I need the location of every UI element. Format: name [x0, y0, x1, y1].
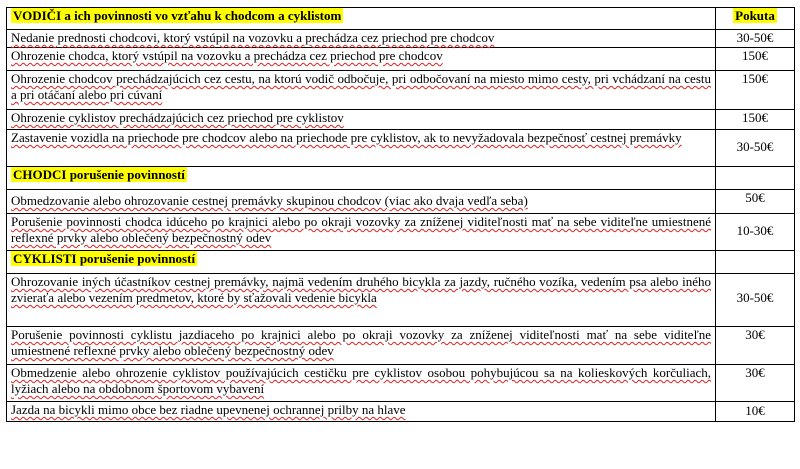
table-row — [7, 402, 795, 422]
section-header-row — [7, 167, 795, 190]
table-row — [7, 214, 795, 251]
cyclists-heading-cell — [7, 251, 716, 274]
table-row — [7, 48, 795, 71]
row-fine: 30-50€ — [716, 30, 795, 48]
table-row — [7, 274, 795, 327]
table-row — [7, 30, 795, 48]
row-description: Jazda na bicykli mimo obce bez riadne upevnenej ochrannej prilby na hlave — [11, 402, 406, 417]
row-description: Ohrozenie cyklistov prechádzajúcich cez priechod pre cyklistov — [11, 110, 344, 125]
row-description: Ohrozovanie iných účastníkov cestnej premávky, najmä vedením druhého bicykla za jazdy, ručného vozíka, vedením psa alebo iného zvieraťa alebo vezením predmetov, ktoré by sťažovali vedenie bicykla — [11, 274, 711, 305]
pedestrians-heading: CHODCI porušenie povinností — [13, 167, 185, 182]
row-description: Zastavenie vozidla na priechode pre chodcov alebo na priechode pre cyklistov, ak to nevyžadovala bezpečnosť cestnej premávky — [11, 130, 682, 145]
pedestrians-heading-cell — [7, 167, 716, 190]
table-row — [7, 365, 795, 402]
fine-heading-cell — [716, 8, 795, 30]
row-fine: 30-50€ — [716, 274, 795, 327]
table-row — [7, 130, 795, 167]
row-description: Ohrozenie chodcov prechádzajúcich cez cestu, na ktorú vodič odbočuje, pri odbočovaní na miesto mimo cesty, pri vchádzaní na cestu a pri otáčaní alebo pri cúvaní — [11, 71, 711, 102]
table-row — [7, 327, 795, 365]
fines-table — [6, 7, 795, 422]
cyclists-heading: CYKLISTI porušenie povinností — [13, 251, 196, 266]
table-header-row — [7, 8, 795, 30]
drivers-heading: VODIČI a ich povinnosti vo vzťahu k chodcom a cyklistom — [13, 8, 342, 23]
row-fine: 30€ — [716, 327, 795, 365]
drivers-heading-cell — [7, 8, 716, 30]
row-description: Obmedzovanie alebo ohrozovanie cestnej premávky skupinou chodcov (viac ako dvaja vedľa seba) — [11, 193, 528, 208]
row-description: Porušenie povinnosti chodca idúceho po krajnici alebo po okraji vozovky za zníženej viditeľnosti mať na sebe viditeľne umiestnené reflexné prvky alebo oblečený bezpečnostný odev — [11, 214, 711, 245]
fine-column-heading: Pokuta — [735, 8, 775, 23]
row-fine: 30-50€ — [716, 130, 795, 167]
table-row — [7, 110, 795, 130]
row-fine: 10-30€ — [716, 214, 795, 251]
row-fine: 150€ — [716, 48, 795, 71]
row-fine: 50€ — [716, 190, 795, 214]
row-fine: 150€ — [716, 71, 795, 110]
table-row — [7, 71, 795, 110]
row-description: Porušenie povinnosti cyklistu jazdiaceho po krajnici alebo po okraji vozovky za zníženej viditeľnosti mať na sebe viditeľne umiestnené reflexné prvky alebo oblečený bezpečnostný odev — [11, 327, 711, 358]
table-row — [7, 190, 795, 214]
row-fine: 30€ — [716, 365, 795, 402]
row-description: Obmedzenie alebo ohrozenie cyklistov používajúcich cestičku pre cyklistov osobou pohybujúcou sa na kolieskových korčuliach, lyžiach alebo na obdobnom športovom vybavení — [11, 365, 711, 396]
row-description: Ohrozenie chodca, ktorý vstúpil na vozovku a prechádza cez priechod pre chodcov — [11, 48, 443, 63]
section-header-row — [7, 251, 795, 274]
row-description: Nedanie prednosti chodcovi, ktorý vstúpil na vozovku a prechádza cez priechod pre chodcov — [11, 30, 495, 45]
fines-document — [6, 7, 794, 422]
row-fine: 150€ — [716, 110, 795, 130]
row-fine: 10€ — [716, 402, 795, 422]
